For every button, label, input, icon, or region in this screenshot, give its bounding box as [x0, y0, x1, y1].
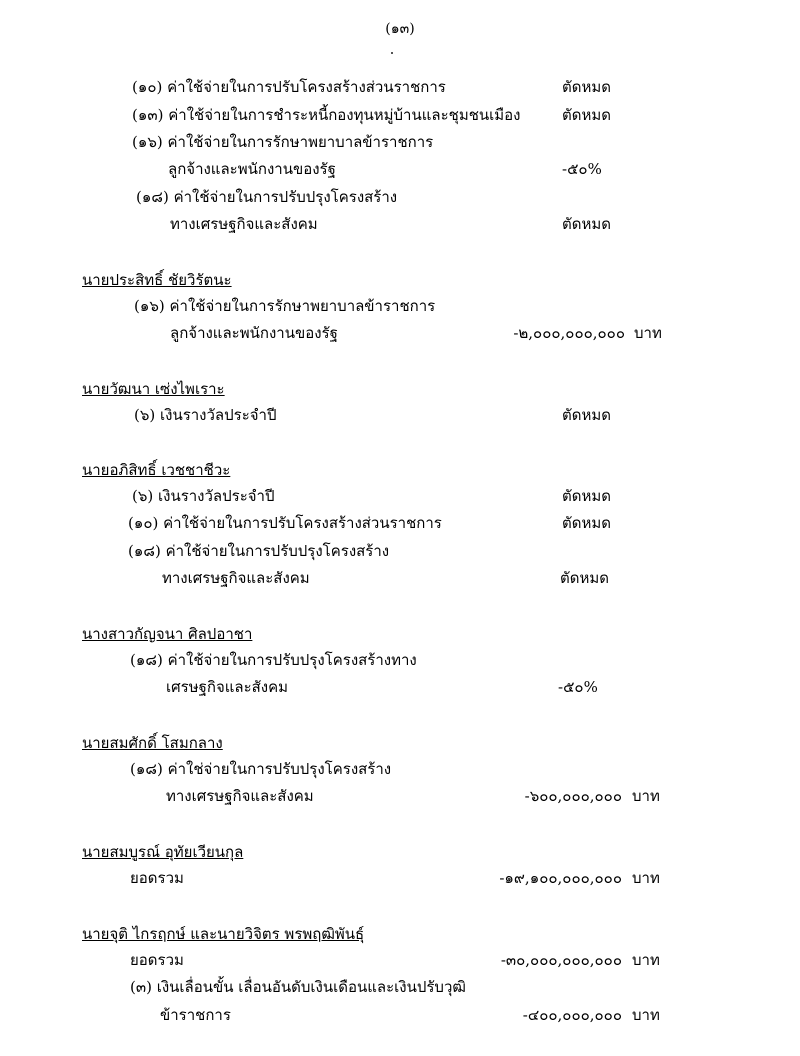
line-item-amount: -๖๐๐,๐๐๐,๐๐๐ — [524, 787, 622, 805]
line-item-amount: -๓๐,๐๐๐,๐๐๐,๐๐๐ — [500, 951, 622, 969]
line-item-text: ยอดรวม — [130, 869, 184, 887]
line-item-unit: บาท — [632, 1006, 660, 1024]
line-item-text: ทางเศรษฐกิจและสังคม — [170, 215, 318, 233]
line-item-text: (๑๘) ค่าใช้จ่ายในการปรับปรุงโครงสร้าง — [128, 542, 390, 560]
line-item-text: ลูกจ้างและพนักงานของรัฐ — [168, 160, 336, 178]
line-item-text: (๑๓) ค่าใช้จ่ายในการชำระหนี้กองทุนหมู่บ้านและชุมชนเมือง — [132, 106, 521, 124]
line-item-unit: บาท — [632, 869, 660, 887]
line-item-amount: -๑๙,๑๐๐,๐๐๐,๐๐๐ — [499, 869, 622, 887]
line-item-unit: บาท — [632, 787, 660, 805]
line-item-amount: -๕๐% — [562, 160, 602, 178]
scan-speck — [391, 52, 393, 54]
line-item-text: ทางเศรษฐกิจและสังคม — [166, 787, 314, 805]
line-item-unit: บาท — [634, 324, 662, 342]
line-item-text: (๑๐) ค่าใช้จ่ายในการปรับโครงสร้างส่วนราชการ — [128, 514, 442, 532]
section-heading: นายจุติ ไกรฤกษ์ และนายวิจิตร พรพฤฒิพันธุ์ — [82, 925, 365, 943]
line-item-text: ลูกจ้างและพนักงานของรัฐ — [170, 324, 338, 342]
line-item-text: ยอดรวม — [130, 951, 184, 969]
line-item-amount: ตัดหมด — [562, 106, 611, 124]
line-item-text: ทางเศรษฐกิจและสังคม — [162, 569, 310, 587]
line-item-text: (๖) เงินรางวัลประจำปี — [132, 487, 275, 505]
line-item-amount: ตัดหมด — [560, 569, 609, 587]
line-item-amount: ตัดหมด — [562, 78, 611, 96]
section-heading: นายวัฒนา เซ่งไพเราะ — [82, 380, 225, 398]
section-heading: นางสาวกัญจนา ศิลปอาชา — [82, 625, 253, 643]
line-item-unit: บาท — [632, 951, 660, 969]
section-heading: นายสมบูรณ์ อุทัยเวียนกุล — [82, 843, 244, 861]
line-item-amount: -๕๐% — [558, 678, 598, 696]
line-item-text: (๖) เงินรางวัลประจำปี — [134, 406, 277, 424]
page-number: (๑๓) — [385, 21, 415, 37]
line-item-text: เศรษฐกิจและสังคม — [166, 678, 289, 696]
line-item-text: (๓) เงินเลื่อนขั้น เลื่อนอันดับเงินเดือนและเงินปรับวุฒิ — [130, 978, 466, 996]
section-heading: นายสมศักดิ์ โสมกลาง — [82, 734, 223, 752]
section-heading: นายประสิทธิ์ ชัยวิรัตนะ — [82, 271, 232, 289]
line-item-text: (๑๖) ค่าใช้จ่ายในการรักษาพยาบาลข้าราชการ — [132, 133, 434, 151]
line-item-text: (๑๘) ค่าใช้จ่ายในการปรับปรุงโครงสร้างทาง — [130, 651, 417, 669]
line-item-amount: ตัดหมด — [562, 487, 611, 505]
line-item-text: (๑๘) ค่าใช่จ่ายในการปรับปรุงโครงสร้าง — [130, 760, 392, 778]
line-item-text: (๑๖) ค่าใช้จ่ายในการรักษาพยาบาลข้าราชการ — [134, 297, 436, 315]
line-item-amount: -๔๐๐,๐๐๐,๐๐๐ — [522, 1006, 622, 1024]
line-item-amount: ตัดหมด — [562, 514, 611, 532]
line-item-text: ข้าราชการ — [160, 1006, 231, 1024]
line-item-text: (๑๘) ค่าใช้จ่ายในการปรับปรุงโครงสร้าง — [136, 188, 398, 206]
line-item-amount: ตัดหมด — [562, 215, 611, 233]
section-heading: นายอภิสิทธิ์ เวชชาชีวะ — [82, 461, 231, 479]
line-item-amount: -๒,๐๐๐,๐๐๐,๐๐๐ — [513, 324, 625, 342]
line-item-amount: ตัดหมด — [562, 406, 611, 424]
line-item-text: (๑๐) ค่าใช้จ่ายในการปรับโครงสร้างส่วนราชการ — [132, 78, 446, 96]
